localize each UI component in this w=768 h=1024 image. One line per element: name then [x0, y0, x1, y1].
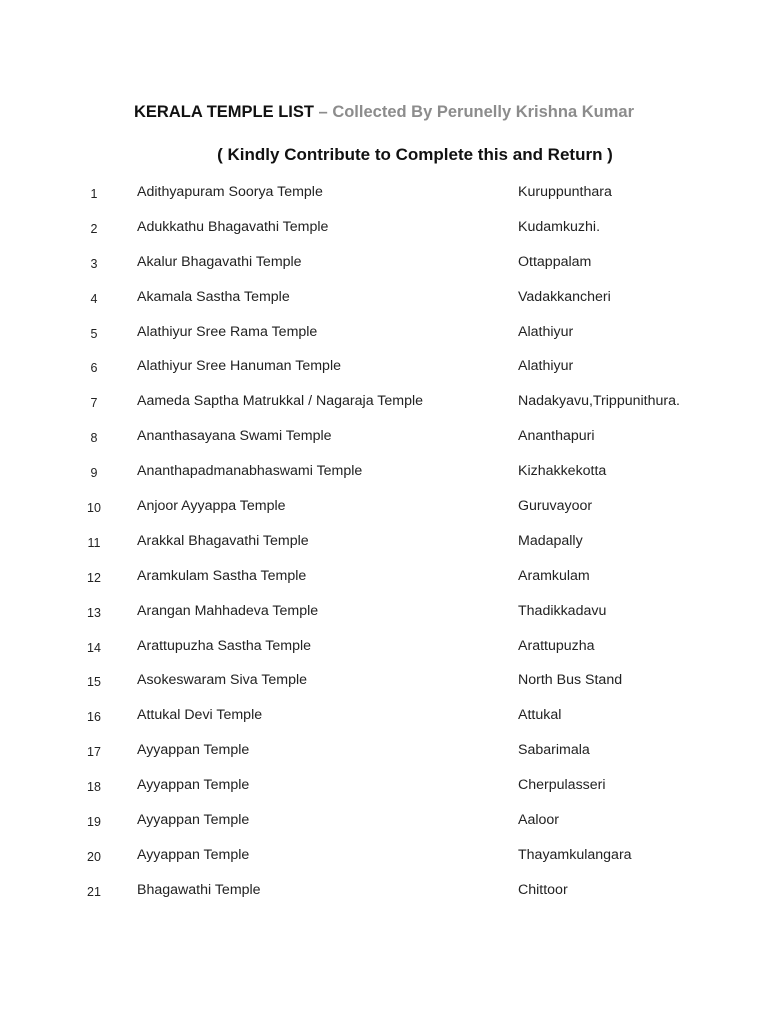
item-number: 12 [87, 570, 101, 585]
temple-name: Ayyappan Temple [137, 742, 250, 759]
temple-name: Ayyappan Temple [137, 846, 250, 863]
temple-location: Kuruppunthara [518, 184, 612, 200]
list-item [0, 281, 768, 316]
temple-location: Kudamkuzhi. [518, 218, 601, 235]
temple-location: Ananthapuri [518, 428, 595, 445]
list-item [0, 316, 768, 351]
list-item [0, 699, 768, 734]
temple-location: North Bus Stand [518, 672, 623, 689]
temple-location: Chittoor [518, 881, 568, 898]
list-item [0, 350, 768, 385]
item-number: 3 [90, 256, 98, 271]
list-item [0, 769, 768, 804]
item-number: 11 [87, 535, 101, 550]
temple-location: Aaloor [518, 812, 560, 829]
list-item [0, 560, 768, 595]
item-number: 4 [90, 291, 98, 306]
temple-location: Alathiyur [518, 323, 574, 340]
temple-name: Arattupuzha Sastha Temple [137, 637, 312, 654]
item-number: 9 [90, 466, 98, 481]
item-number: 17 [87, 745, 101, 760]
temple-name: Ayyappan Temple [137, 777, 250, 794]
temple-location: Thadikkadavu [518, 602, 607, 619]
list-item [0, 211, 768, 246]
list-item [0, 734, 768, 769]
temple-location: Aramkulam [518, 567, 590, 584]
temple-name: Adithyapuram Soorya Temple [137, 184, 323, 200]
temple-location: Guruvayoor [518, 498, 593, 515]
list-item [0, 595, 768, 630]
temple-name: Arakkal Bhagavathi Temple [137, 532, 309, 549]
item-number: 20 [87, 849, 101, 864]
item-number: 8 [90, 431, 98, 446]
temple-name: Alathiyur Sree Rama Temple [137, 323, 318, 340]
list-item [0, 630, 768, 665]
temple-location: Alathiyur [518, 358, 574, 375]
item-number: 13 [87, 605, 101, 620]
temple-name: Ayyappan Temple [137, 812, 250, 829]
item-number: 15 [87, 675, 101, 690]
temple-location: Vadakkancheri [518, 288, 611, 305]
item-number: 5 [90, 326, 98, 341]
item-number: 7 [90, 396, 98, 411]
temple-name: Adukkathu Bhagavathi Temple [137, 218, 329, 235]
item-number: 2 [90, 221, 98, 236]
list-item [0, 246, 768, 281]
temple-location: Cherpulasseri [518, 777, 606, 794]
item-number: 1 [90, 187, 98, 201]
item-number: 21 [87, 884, 101, 899]
temple-name: Anjoor Ayyappa Temple [137, 498, 286, 515]
page-title [0, 103, 768, 122]
temple-name: Bhagawathi Temple [137, 881, 261, 898]
list-item [0, 420, 768, 455]
list-item [0, 490, 768, 525]
page-subtitle: ( Kindly Contribute to Complete this and Return ) [217, 145, 613, 164]
item-number: 10 [87, 501, 101, 516]
item-number: 6 [90, 361, 98, 376]
item-number: 16 [87, 710, 101, 725]
temple-name: Arangan Mahhadeva Temple [137, 602, 319, 619]
temple-name: Akalur Bhagavathi Temple [137, 253, 302, 270]
list-item [0, 804, 768, 839]
list-item [0, 176, 768, 211]
item-number: 18 [87, 780, 101, 795]
temple-location: Ottappalam [518, 253, 592, 270]
temple-list [0, 176, 768, 909]
list-item [0, 385, 768, 420]
temple-name: Ananthapadmanabhaswami Temple [137, 463, 363, 480]
temple-location: Sabarimala [518, 742, 590, 759]
list-item [0, 839, 768, 874]
temple-name: Ananthasayana Swami Temple [137, 428, 332, 445]
temple-location: Thayamkulangara [518, 846, 632, 863]
temple-name: Aramkulam Sastha Temple [137, 567, 307, 584]
temple-location: Kizhakkekotta [518, 463, 607, 480]
temple-name: Alathiyur Sree Hanuman Temple [137, 358, 341, 375]
title-text: KERALA TEMPLE LIST [133, 103, 314, 121]
item-number: 14 [87, 640, 101, 655]
temple-name: Asokeswaram Siva Temple [137, 672, 308, 689]
list-item [0, 874, 768, 909]
temple-location: Arattupuzha [518, 637, 595, 654]
list-item [0, 525, 768, 560]
temple-name: Attukal Devi Temple [137, 707, 263, 724]
list-item [0, 664, 768, 699]
list-item [0, 455, 768, 490]
temple-location: Nadakyavu,Trippunithura. [518, 393, 680, 410]
temple-location: Attukal [518, 707, 562, 724]
temple-name: Aameda Saptha Matrukkal / Nagaraja Temple [137, 393, 424, 410]
title-credit: – Collected By Perunelly Krishna Kumar [313, 103, 634, 121]
item-number: 19 [87, 815, 101, 830]
temple-location: Madapally [518, 532, 583, 549]
temple-name: Akamala Sastha Temple [137, 288, 290, 305]
